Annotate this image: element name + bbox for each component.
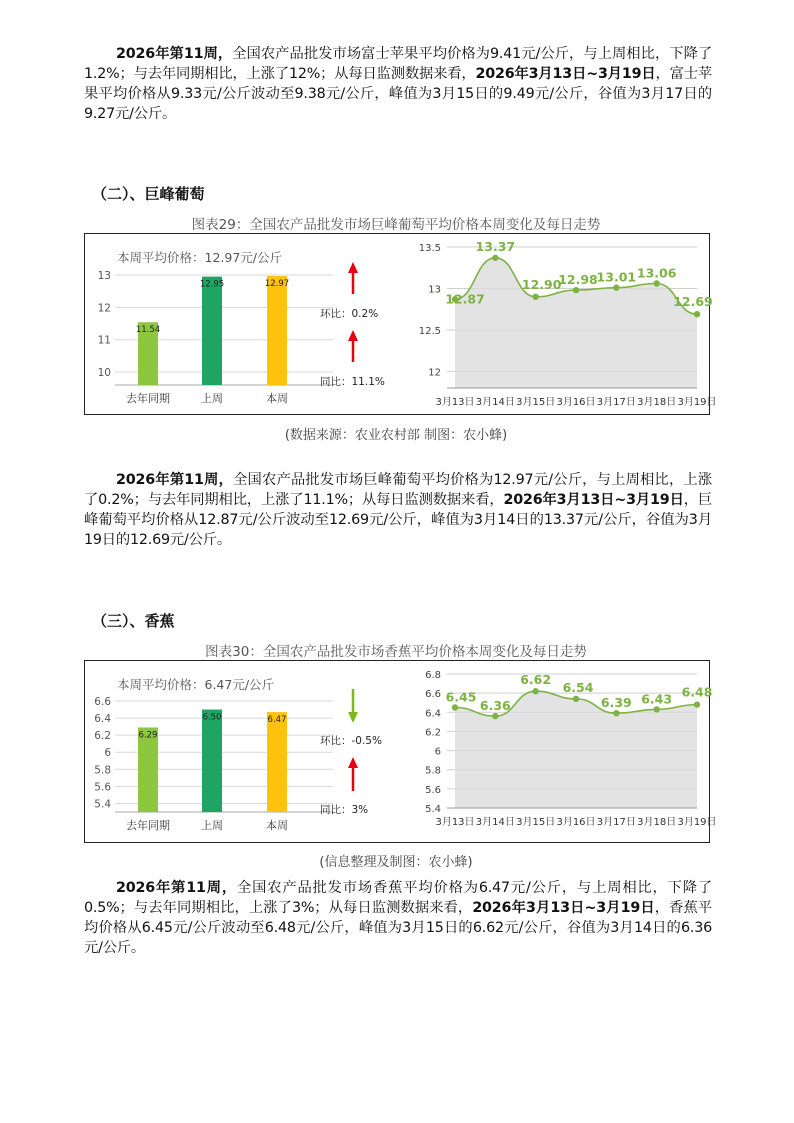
x-tick-label: 本周 [266, 819, 288, 832]
y-tick-label: 11 [97, 334, 111, 347]
data-point [492, 255, 498, 261]
change-indicator-label: 环比：0.2% [320, 308, 379, 320]
paragraph-text: 全国农产品批发市场富士苹果平均价格为9.41元/公斤，与上周相比，下降了1.2%；与去年同期相比，上涨了12%；从每日监测数据来看， [84, 46, 713, 82]
bar-value-label: 12.95 [199, 279, 225, 290]
x-tick-label: 3月18日 [637, 397, 677, 408]
paragraph-text: ，香蕉平均价格从6.45元/公斤波动至6.48元/公斤，峰值为3月15日的6.62元/公斤，谷值为3月14日的6.36元/公斤。 [84, 900, 713, 956]
data-point [694, 311, 700, 317]
change-indicator-label: 环比：-0.5% [320, 735, 382, 747]
data-point [492, 713, 498, 719]
x-tick-label: 3月17日 [596, 817, 636, 828]
y-tick-label: 5.6 [94, 781, 111, 794]
date-range: 2026年3月13日~3月19日 [503, 492, 684, 508]
data-value-label: 13.01 [596, 269, 637, 285]
y-tick-label: 13 [97, 270, 111, 282]
paragraph-banana [84, 878, 712, 958]
x-tick-label: 3月13日 [435, 397, 475, 408]
chart-panel-grape [84, 233, 717, 415]
data-point [613, 710, 619, 716]
y-tick-label: 5.8 [94, 764, 111, 777]
data-point [532, 294, 538, 300]
x-tick-label: 3月15日 [516, 817, 556, 828]
bar-value-label: 12.97 [264, 278, 290, 289]
date-range: 2026年3月13日~3月19日 [472, 900, 655, 916]
x-tick-label: 3月19日 [677, 397, 717, 408]
data-point [532, 688, 538, 694]
bar-value-label: 6.47 [267, 715, 287, 726]
bar [267, 712, 287, 812]
chart-caption-banana: 图表30：全国农产品批发市场香蕉平均价格本周变化及每日走势 [205, 644, 587, 660]
y-tick-label: 6.8 [425, 670, 441, 681]
chart-caption-grape: 图表29：全国农产品批发市场巨峰葡萄平均价格本周变化及每日走势 [191, 217, 601, 233]
weekly-price-bar-chart [85, 661, 405, 844]
x-tick-label: 3月15日 [516, 397, 556, 408]
data-value-label: 12.90 [521, 276, 562, 292]
bar [202, 710, 222, 812]
paragraph-text: 全国农产品批发市场巨峰葡萄平均价格为12.97元/公斤，与上周相比，上涨了0.2%；与去年同期相比，上涨了11.1%；从每日监测数据来看， [84, 472, 712, 508]
chart-panel-banana [84, 660, 717, 843]
x-tick-label: 上周 [201, 392, 223, 405]
arrow-up-icon [348, 330, 358, 341]
arrow-down-icon [348, 712, 358, 723]
data-point [613, 284, 619, 290]
bar-value-label: 11.54 [135, 325, 161, 336]
x-tick-label: 本周 [266, 392, 288, 405]
y-tick-label: 6.2 [425, 727, 441, 739]
y-tick-label: 6.4 [94, 713, 111, 726]
y-tick-label: 5.6 [425, 784, 441, 796]
y-tick-label: 12 [97, 302, 111, 315]
x-tick-label: 3月19日 [677, 817, 717, 828]
x-tick-label: 3月18日 [637, 817, 677, 828]
x-tick-label: 去年同期 [126, 819, 170, 832]
data-value-label: 6.36 [479, 698, 511, 714]
x-tick-label: 3月17日 [596, 397, 636, 408]
daily-price-area-chart [407, 234, 717, 416]
y-tick-label: 6 [434, 746, 441, 758]
chart-source-banana: (信息整理及制图：农小蜂) [319, 855, 473, 870]
change-indicator-label: 同比：11.1% [320, 376, 385, 388]
bar [264, 276, 290, 385]
y-tick-label: 6.4 [425, 708, 441, 720]
y-tick-label: 6.6 [425, 689, 441, 701]
change-indicator-label: 同比：3% [320, 804, 369, 816]
y-tick-label: 5.4 [425, 804, 441, 815]
x-tick-label: 上周 [201, 819, 223, 832]
week-label: 2026年第11周， [116, 472, 234, 488]
y-tick-label: 10 [97, 367, 111, 380]
y-tick-label: 6 [104, 747, 111, 760]
arrow-up-icon [348, 262, 358, 273]
chart-title: 本周平均价格：12.97元/公斤 [117, 250, 282, 265]
x-tick-label: 3月14日 [475, 397, 515, 408]
data-value-label: 13.06 [636, 265, 677, 281]
data-value-label: 12.87 [445, 291, 485, 307]
x-tick-label: 3月16日 [556, 817, 596, 828]
data-value-label: 6.45 [445, 689, 477, 705]
y-tick-label: 5.4 [94, 798, 111, 811]
bar [199, 277, 225, 385]
section-heading-grape: （二）、巨峰葡萄 [92, 185, 205, 203]
date-range: 2026年3月13日~3月19日 [475, 66, 656, 82]
paragraph-text: ，巨峰葡萄平均价格从12.87元/公斤波动至12.69元/公斤，峰值为3月14日的13.37元/公斤，谷值为3月19日的12.69元/公斤。 [84, 492, 712, 548]
data-point [573, 696, 579, 702]
y-tick-label: 13.5 [418, 243, 441, 254]
y-tick-label: 13 [428, 284, 441, 296]
y-tick-label: 6.2 [94, 730, 111, 743]
arrow-up-icon [348, 757, 358, 768]
y-tick-label: 6.6 [94, 696, 111, 708]
week-label: 2026年第11周， [116, 880, 237, 896]
section-heading-banana: （三）、香蕉 [92, 612, 175, 630]
data-value-label: 6.62 [520, 672, 552, 688]
x-tick-label: 3月13日 [435, 817, 475, 828]
data-point [573, 287, 579, 293]
data-point [653, 706, 659, 712]
paragraph-apple [84, 44, 712, 124]
data-point [694, 701, 700, 707]
x-tick-label: 3月16日 [556, 397, 596, 408]
bar-value-label: 6.50 [202, 712, 222, 723]
x-tick-label: 3月14日 [475, 817, 515, 828]
data-point [653, 280, 659, 286]
chart-source-grape: (数据来源：农业农村部 制图：农小蜂) [284, 428, 508, 443]
week-label: 2026年第11周， [116, 46, 233, 62]
data-value-label: 6.48 [681, 684, 713, 700]
daily-price-area-chart [407, 661, 717, 844]
data-point [452, 704, 458, 710]
paragraph-text: 全国农产品批发市场香蕉平均价格为6.47元/公斤，与上周相比，下降了0.5%；与去年同期相比，上涨了3%；从每日监测数据来看， [84, 880, 712, 916]
paragraph-text: ，富士苹果平均价格从9.33元/公斤波动至9.38元/公斤，峰值为3月15日的9.49元/公斤，谷值为3月17日的9.27元/公斤。 [84, 66, 712, 122]
data-value-label: 6.39 [600, 695, 632, 711]
weekly-price-bar-chart [85, 234, 405, 416]
data-value-label: 13.37 [475, 238, 516, 254]
data-value-label: 12.69 [673, 294, 713, 310]
y-tick-label: 12.5 [418, 325, 441, 337]
x-tick-label: 去年同期 [126, 392, 170, 405]
data-value-label: 6.54 [562, 679, 594, 695]
data-value-label: 12.98 [558, 272, 598, 288]
y-tick-label: 5.8 [425, 765, 441, 777]
paragraph-grape [84, 470, 712, 550]
chart-title: 本周平均价格：6.47元/公斤 [117, 677, 275, 692]
bar-value-label: 6.29 [138, 730, 158, 741]
y-tick-label: 12 [428, 367, 441, 379]
data-value-label: 6.43 [641, 691, 673, 707]
